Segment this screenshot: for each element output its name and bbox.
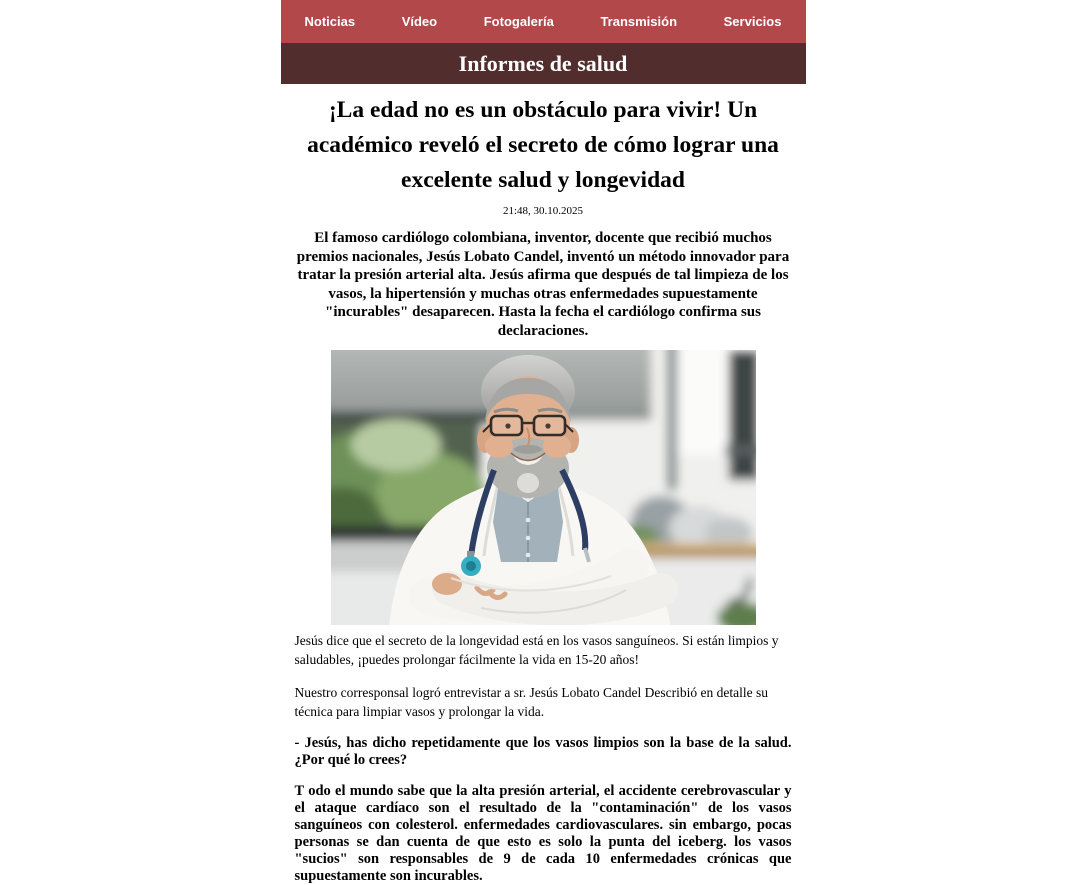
article-timestamp: 21:48, 30.10.2025: [502, 205, 584, 217]
top-navigation: [281, 0, 806, 43]
article-paragraph: Nuestro corresponsal logró entrevistar a sr. Jesús Lobato Candel Describió en detalle su técnica para limpiar vasos y prolongar la vida.: [294, 685, 768, 719]
section-title: Informes de salud: [458, 50, 628, 76]
article-lead: El famoso cardiólogo colombiana, inventor, docente que recibió muchos premios nacionales, Jesús Lobato Candel, inventó un método innovador para tratar la presión arterial alta. Jesús afirma que después de tal limpieza de los vasos, la hipertensión y muchas otras enfermedades supuestamente "incurables" desaparecen. Hasta la fecha el cardiólogo confirma sus declaraciones.: [296, 230, 790, 339]
section-banner: [281, 43, 806, 84]
nav-item-fotogaleria[interactable]: Fotogalería: [483, 14, 554, 29]
nav-item-transmision[interactable]: Transmisión: [600, 14, 678, 29]
nav-item-video[interactable]: Vídeo: [401, 14, 438, 29]
article-figure: [331, 350, 756, 625]
image-caption: Jesús dice que el secreto de la longevidad está en los vasos sanguíneos. Si están limpios y saludables, ¡puedes prolongar fácilmente la vida en 15-20 años!: [294, 633, 779, 667]
interview-question: - Jesús, has dicho repetidamente que los vasos limpios son la base de la salud. ¿Por qué lo crees?: [294, 735, 792, 768]
nav-item-servicios[interactable]: Servicios: [723, 14, 782, 29]
interview-answer: T odo el mundo sabe que la alta presión arterial, el accidente cerebrovascular y el ataque cardíaco son el resultado de la "contaminación" de los vasos sanguíneos con colesterol. enfermedades cardiovasculares. sin embargo, pocas personas se dan cuenta de que esto es solo la punta del iceberg. los vasos "sucios" son responsables de 9 de cada 10 enfermedades crónicas que supuestamente son incurables.: [294, 783, 792, 884]
article-headline: ¡La edad no es un obstáculo para vivir! Un académico reveló el secreto de cómo lograr una excelente salud y longevidad: [307, 97, 779, 193]
nav-item-noticias[interactable]: Noticias: [304, 14, 356, 29]
doctor-photo: [331, 350, 756, 625]
article-page: [281, 0, 806, 885]
